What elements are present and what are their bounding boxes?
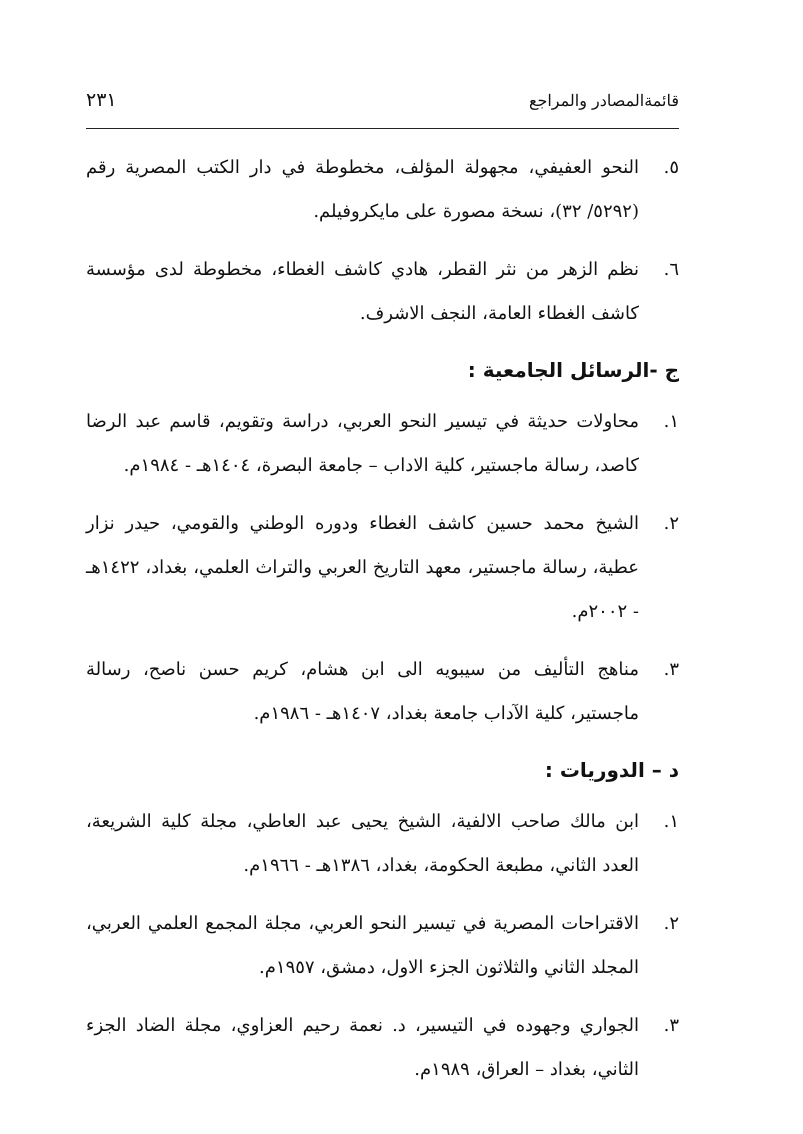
periodicals-list: [86, 800, 679, 1092]
list-item: [86, 400, 679, 488]
list-item: [86, 1004, 679, 1092]
manuscripts-list: [86, 146, 679, 336]
item-number: ١.: [663, 411, 679, 432]
running-title: قائمةالمصادر والمراجع: [528, 91, 679, 110]
item-text: الشيخ محمد حسين كاشف الغطاء ودوره الوطني والقومي، حيدر نزار عطية، رسالة ماجستير، معهد التاريخ العربي والتراث العلمي، بغداد، ١٤٢٢هـ - ٢٠٠٢م.: [86, 513, 639, 622]
item-number: ٢.: [663, 913, 679, 934]
theses-list: [86, 400, 679, 736]
item-number: ٢.: [663, 513, 679, 534]
item-number: ٣.: [663, 659, 679, 680]
item-text: نظم الزهر من نثر القطر، هادي كاشف الغطاء، مخطوطة لدى مؤسسة كاشف الغطاء العامة، النجف الاشرف.: [86, 259, 639, 324]
item-text: النحو العفيفي، مجهولة المؤلف، مخطوطة في دار الكتب المصرية رقم (٥٢٩٢/ ٣٢)، نسخة مصورة على مايكروفيلم.: [86, 157, 639, 222]
item-number: ٣.: [663, 1015, 679, 1036]
page-header: [86, 91, 679, 125]
list-item: [86, 648, 679, 736]
section-heading-theses: ج -الرسائل الجامعية :: [467, 358, 679, 382]
list-item: [86, 248, 679, 336]
item-number: ٦.: [663, 259, 679, 280]
list-item: [86, 902, 679, 990]
item-text: ابن مالك صاحب الالفية، الشيخ يحيى عبد العاطي، مجلة كلية الشريعة، العدد الثاني، مطبعة الحكومة، بغداد، ١٣٨٦هـ - ١٩٦٦م.: [86, 811, 639, 876]
item-text: الجواري وجهوده في التيسير، د. نعمة رحيم العزاوي، مجلة الضاد الجزء الثاني، بغداد – العراق، ١٩٨٩م.: [86, 1015, 639, 1080]
item-text: محاولات حديثة في تيسير النحو العربي، دراسة وتقويم، قاسم عبد الرضا كاصد، رسالة ماجستير، كلية الاداب – جامعة البصرة، ١٤٠٤هـ - ١٩٨٤م.: [86, 411, 639, 476]
item-text: الاقتراحات المصرية في تيسير النحو العربي، مجلة المجمع العلمي العربي، المجلد الثاني والثلاثون الجزء الاول، دمشق، ١٩٥٧م.: [86, 913, 639, 978]
page-content: [86, 146, 679, 1106]
list-item: [86, 800, 679, 888]
list-item: [86, 502, 679, 634]
section-heading-periodicals: د – الدوريات :: [544, 758, 679, 782]
header-rule: [86, 128, 679, 129]
item-text: مناهج التأليف من سيبويه الى ابن هشام، كريم حسن ناصح، رسالة ماجستير، كلية الآداب جامعة بغداد، ١٤٠٧هـ - ١٩٨٦م.: [86, 659, 639, 724]
item-number: ١.: [663, 811, 679, 832]
list-item: [86, 146, 679, 234]
page-number: ٢٣١: [86, 89, 117, 111]
item-number: ٥.: [663, 157, 679, 178]
